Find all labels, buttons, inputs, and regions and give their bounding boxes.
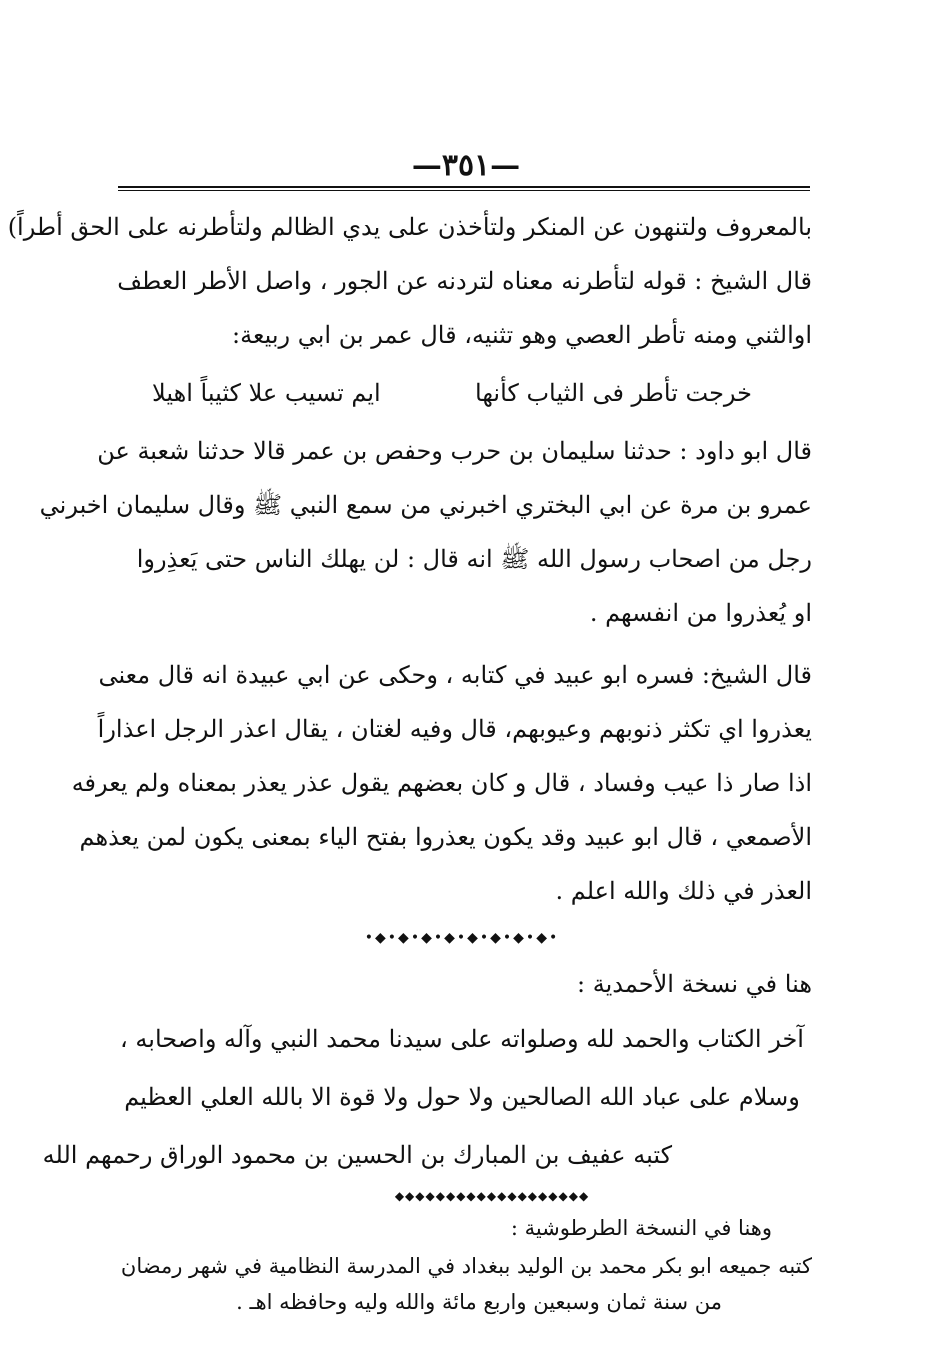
turtushiya-heading: وهنا في النسخة الطرطوشية :: [510, 1216, 772, 1240]
paragraph-1: [7, 200, 812, 362]
colophon-line: كتبه جميعه ابو بكر محمد بن الوليد ببغداد في المدرسة النظامية في شهر رمضان: [120, 1254, 812, 1278]
verse-second-hemistich: ايم تسيب علا كثيباً اهيلا: [152, 379, 381, 407]
text-line: الأصمعي ، قال ابو عبيد وقد يكون يعذروا بفتح الياء بمعنى يكون لمن يعذهم: [79, 823, 812, 851]
small-divider: ◆◆◆◆◆◆◆◆◆◆◆◆◆◆◆◆◆◆◆: [394, 1189, 590, 1203]
text-line: يعذروا اي تكثر ذنوبهم وعيوبهم، قال وفيه لغتان ، يقال اعذر الرجل اعذاراً: [97, 715, 812, 743]
colophon-line: آخر الكتاب والحمد لله وصلواته على سيدنا محمد النبي وآله واصحابه ،: [120, 1025, 804, 1053]
page-body: [7, 200, 812, 1320]
scribe-signature: كتبه عفيف بن المبارك بن الحسين بن محمود الوراق رحمهم الله: [42, 1141, 672, 1169]
text-line: قال الشيخ: فسره ابو عبيد في كتابه ، وحكى عن ابي عبيدة انه قال معنى: [98, 661, 812, 689]
page-number: —٣٥١—: [411, 148, 521, 183]
text-line: العذر في ذلك والله اعلم .: [555, 877, 812, 905]
turtushiya-colophon: [112, 1248, 812, 1320]
ahmadiya-heading: هنا في نسخة الأحمدية :: [577, 970, 812, 998]
text-line: عمرو بن مرة عن ابي البختري اخبرني من سمع النبي ﷺ وقال سليمان اخبرني: [39, 491, 812, 519]
text-line: اوالثني ومنه تأطر العصي وهو تثنيه، قال عمر بن ابي ربيعة:: [232, 321, 812, 349]
section-divider: •◆•◆•◆•◆•◆•◆•◆•◆•: [364, 930, 560, 946]
verse-first-hemistich: خرجت تأطر فى الثياب كأنها: [475, 379, 752, 407]
text-line: رجل من اصحاب رسول الله ﷺ انه قال : لن يهلك الناس حتى يَعذِروا: [136, 545, 812, 573]
paragraph-2: [39, 424, 812, 640]
text-line: اذا صار ذا عيب وفساد ، قال و كان بعضهم يقول عذر يعذر بمعناه ولم يعرفه: [71, 769, 812, 797]
text-line: او يُعذروا من انفسهم .: [589, 599, 812, 627]
ahmadiya-colophon: [42, 1010, 812, 1184]
colophon-line: من سنة ثمان وسبعين واربع مائة والله وليه وحافظه اهـ .: [236, 1290, 722, 1314]
text-line: قال ابو داود : حدثنا سليمان بن حرب وحفص بن عمر قالا حدثنا شعبة عن: [97, 437, 812, 465]
poem-verse: [112, 362, 812, 424]
text-line: بالمعروف ولتنهون عن المنكر ولتأخذن على يدي الظالم ولتأطرنه على الحق أطراً): [7, 213, 812, 241]
paragraph-3: [71, 648, 812, 918]
colophon-line: وسلام على عباد الله الصالحين ولا حول ولا قوة الا بالله العلي العظيم: [124, 1083, 800, 1111]
header-rule: [118, 186, 810, 191]
text-line: قال الشيخ : قوله لتأطرنه معناه لتردنه عن الجور ، واصل الأطر العطف: [117, 267, 812, 295]
